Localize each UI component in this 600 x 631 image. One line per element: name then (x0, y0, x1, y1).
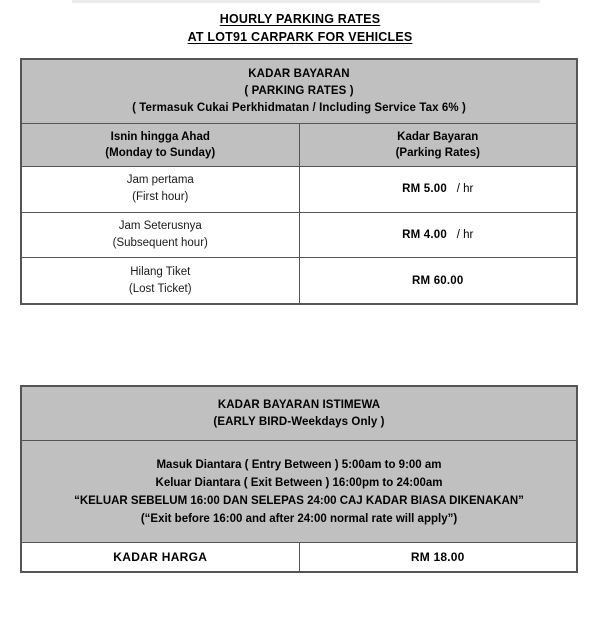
rate-amount: RM 60.00 (412, 274, 464, 287)
table-row (22, 543, 577, 572)
rate-label-ms: Hilang Tiket (130, 265, 191, 278)
page-title-line-2: AT LOT91 CARPARK FOR VEHICLES (187, 30, 413, 44)
early-bird-desc-line-1: Masuk Diantara ( Entry Between ) 5:00am to 9:00 am (156, 458, 442, 471)
rate-row-value-lost-ticket (299, 258, 577, 304)
early-bird-rate-value: RM 18.00 (299, 543, 577, 572)
early-bird-desc-line-4: (“Exit before 16:00 and after 24:00 normal rate will apply”) (140, 512, 458, 525)
early-bird-header-line-1: KADAR BAYARAN ISTIMEWA (217, 398, 381, 411)
rate-row-label-lost-ticket (22, 258, 300, 304)
table-row (22, 167, 577, 213)
early-bird-table (20, 385, 578, 573)
rate-amount: RM 4.00 (402, 229, 447, 242)
page-title-line-1: HOURLY PARKING RATES (219, 12, 381, 26)
table-row (22, 441, 577, 543)
table-row (22, 387, 577, 441)
rate-label-en: (Lost Ticket) (128, 282, 192, 295)
early-bird-description-cell (22, 441, 577, 543)
early-bird-header-cell (22, 387, 577, 441)
rates-table-header-cell (22, 60, 577, 124)
rate-label-en: (First hour) (132, 191, 189, 204)
table-row (22, 60, 577, 124)
rate-amount: RM 5.00 (402, 183, 447, 196)
column-header-rates-ms: Kadar Bayaran (397, 130, 479, 143)
column-header-rates-en: (Parking Rates) (395, 146, 480, 159)
rate-label-en: (Subsequent hour) (112, 237, 208, 250)
rate-unit: / hr (456, 183, 474, 196)
rate-row-value-subsequent-hour (299, 212, 577, 258)
table-row (22, 258, 577, 304)
column-header-days-ms: Isnin hingga Ahad (110, 130, 210, 143)
rates-header-line-3: ( Termasuk Cukai Perkhidmatan / Including Service Tax 6% ) (132, 101, 466, 114)
early-bird-header-line-2: (EARLY BIRD-Weekdays Only ) (213, 415, 385, 428)
column-header-rates (299, 123, 577, 166)
parking-rates-table (20, 58, 578, 305)
early-bird-desc-line-2: Keluar Diantara ( Exit Between ) 16:00pm to 24:00am (155, 476, 443, 489)
early-bird-desc-line-3: “KELUAR SEBELUM 16:00 DAN SELEPAS 24:00 CAJ KADAR BIASA DIKENAKAN” (74, 494, 524, 507)
rate-label-ms: Jam Seterusnya (118, 220, 202, 233)
column-header-days (22, 123, 300, 166)
rate-unit: / hr (456, 229, 474, 242)
rate-row-label-subsequent-hour (22, 212, 300, 258)
table-row (22, 212, 577, 258)
top-edge-strip (72, 0, 540, 3)
rates-header-line-2: ( PARKING RATES ) (244, 84, 354, 97)
rate-row-value-first-hour (299, 167, 577, 213)
column-header-days-en: (Monday to Sunday) (105, 146, 216, 159)
table-row (22, 123, 577, 166)
early-bird-rate-label: KADAR HARGA (22, 543, 300, 572)
rate-row-label-first-hour (22, 167, 300, 213)
rates-header-line-1: KADAR BAYARAN (248, 67, 350, 80)
page-title (0, 10, 600, 46)
rate-label-ms: Jam pertama (126, 174, 194, 187)
